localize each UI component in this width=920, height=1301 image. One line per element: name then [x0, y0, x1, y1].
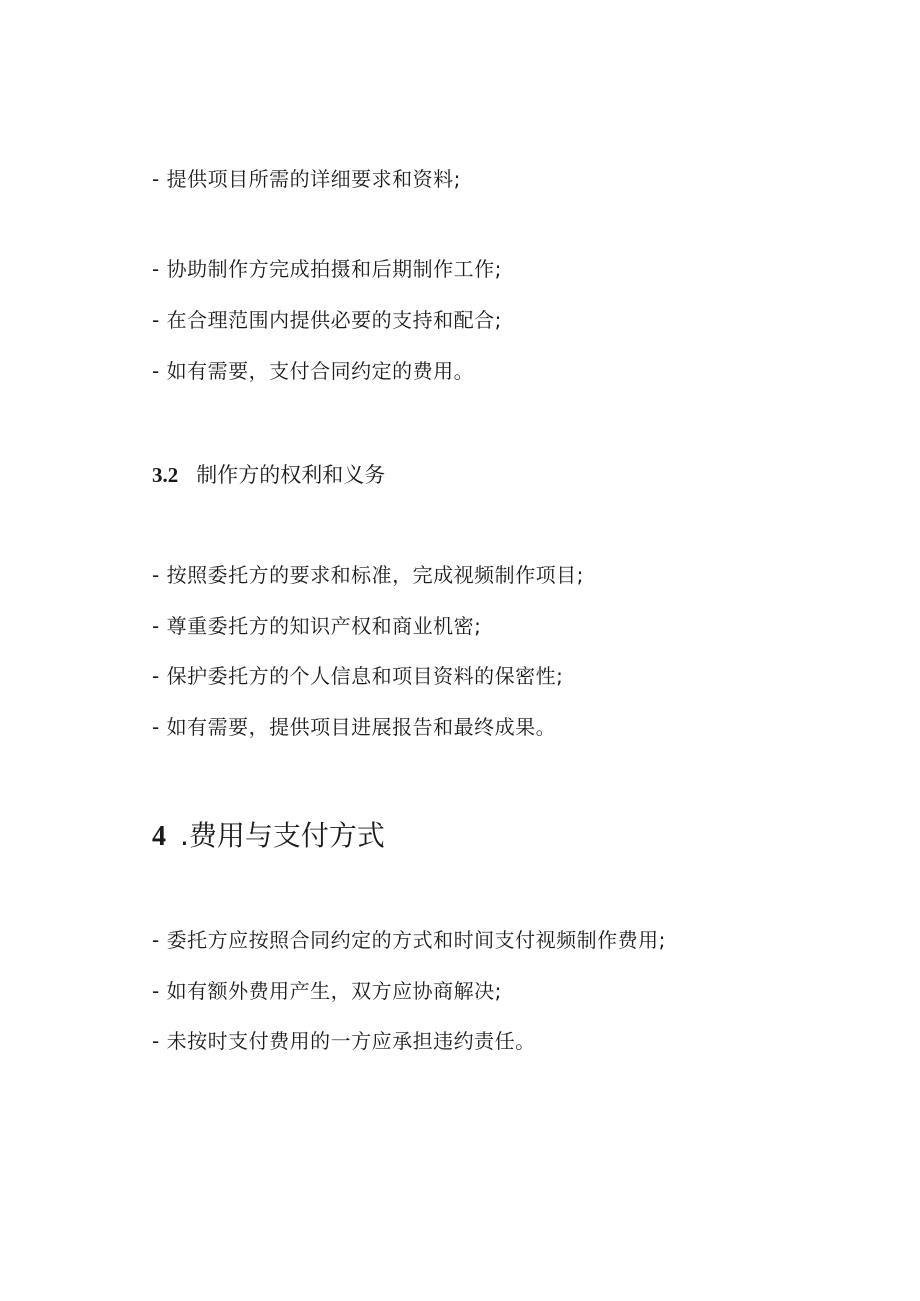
list-item: - 如有额外费用产生，双方应协商解决;	[152, 979, 502, 1003]
section-number: 4	[152, 821, 166, 852]
section-number: 3.2	[152, 463, 179, 487]
list-item: - 保护委托方的个人信息和项目资料的保密性;	[152, 664, 564, 688]
section-title: .费用与支付方式	[180, 819, 385, 852]
section-title: 制作方的权利和义务	[196, 463, 386, 487]
section-heading-4	[152, 817, 385, 856]
list-item: - 如有需要，提供项目进展报告和最终成果。	[152, 715, 557, 739]
list-item: - 委托方应按照合同约定的方式和时间支付视频制作费用;	[152, 928, 666, 952]
list-item: - 尊重委托方的知识产权和商业机密;	[152, 614, 482, 638]
list-item: - 未按时支付费用的一方应承担违约责任。	[152, 1029, 536, 1053]
list-item: - 提供项目所需的详细要求和资料;	[152, 167, 461, 191]
list-item: - 在合理范围内提供必要的支持和配合;	[152, 308, 502, 332]
list-item: - 如有需要，支付合同约定的费用。	[152, 359, 475, 383]
list-item: - 协助制作方完成拍摄和后期制作工作;	[152, 257, 502, 281]
section-heading-3-2	[152, 460, 385, 490]
list-item: - 按照委托方的要求和标准，完成视频制作项目;	[152, 563, 584, 587]
